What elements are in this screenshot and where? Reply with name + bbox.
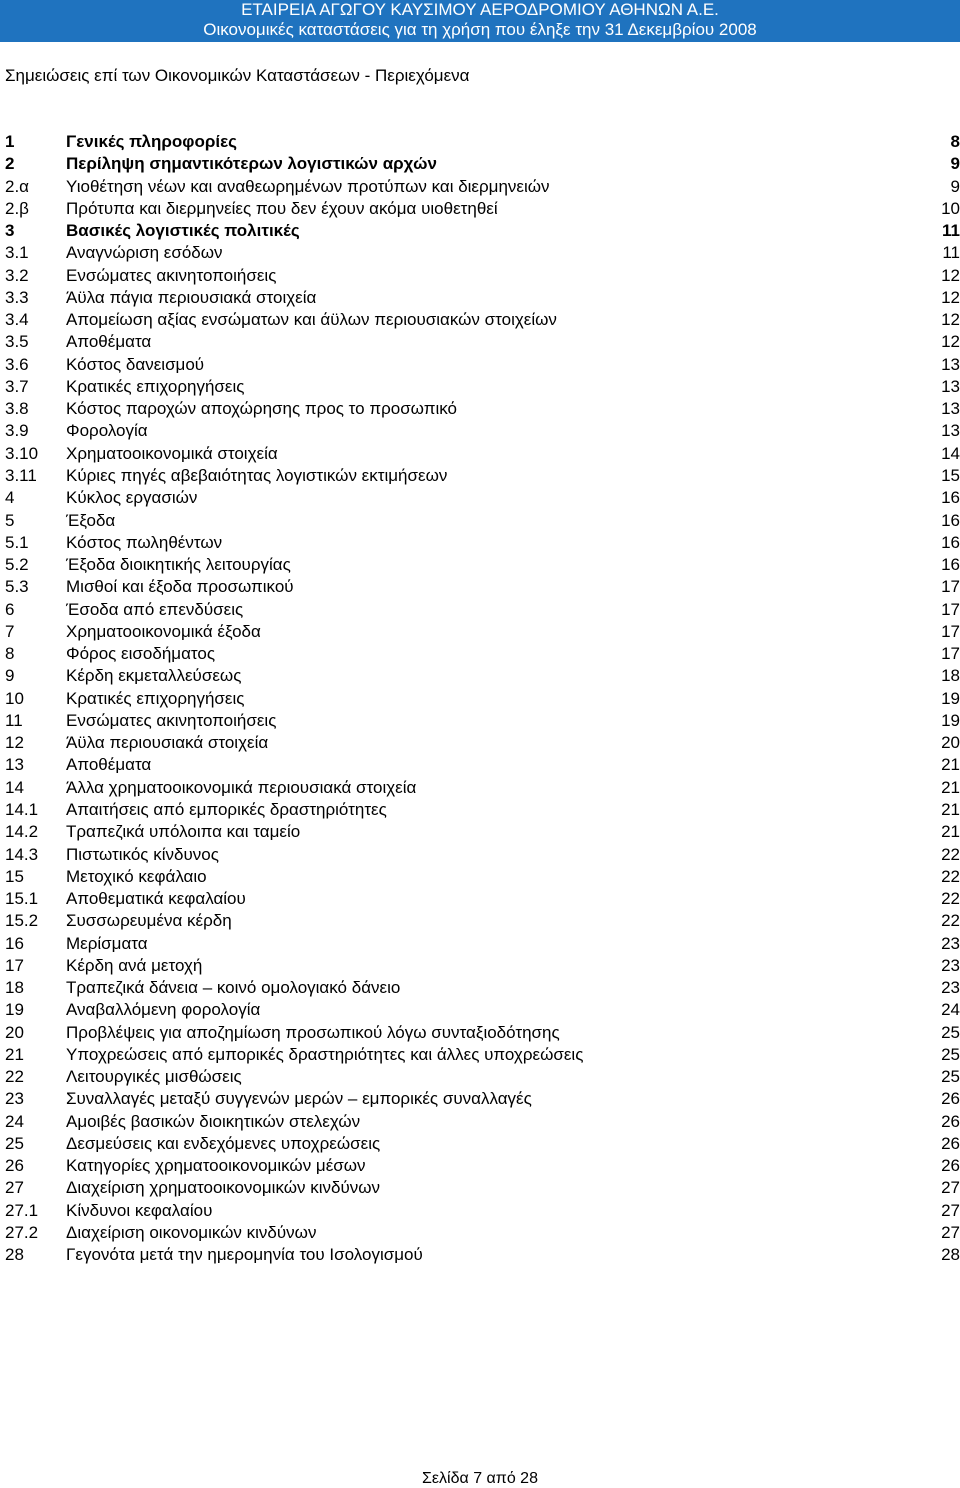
toc-number: 19 [5,1000,24,1020]
document-header [0,0,960,42]
toc-page-number: 22 [941,889,960,909]
toc-number: 3.5 [5,332,29,352]
toc-page-number: 20 [941,733,960,753]
toc-page-number: 18 [941,666,960,686]
toc-row[interactable] [0,955,960,977]
toc-row[interactable] [0,1133,960,1155]
toc-row[interactable] [0,888,960,910]
toc-title: Άϋλα περιουσιακά στοιχεία [66,733,269,753]
toc-page-number: 21 [941,755,960,775]
toc-number: 3.7 [5,376,29,396]
toc-number: 3.9 [5,421,29,441]
page-footer: Σελίδα 7 από 28 [422,1470,538,1487]
toc-number: 2.β [5,198,29,218]
toc-page-number: 26 [941,1156,960,1176]
toc-number: 26 [5,1156,24,1176]
toc-number: 3.1 [5,243,29,263]
toc-page-number: 9 [950,176,960,196]
toc-title: Κύριες πηγές αβεβαιότητας λογιστικών εκτιμήσεων [66,465,448,485]
toc-row[interactable] [0,1088,960,1110]
toc-number: 15 [5,866,24,886]
toc-number: 24 [5,1111,24,1131]
toc-title: Αποθέματα [66,755,152,775]
toc-page-number: 11 [942,243,960,263]
toc-title: Διαχείριση οικονομικών κινδύνων [66,1223,317,1243]
toc-title: Κρατικές επιχορηγήσεις [66,688,245,708]
toc-title: Λειτουργικές μισθώσεις [66,1067,242,1087]
toc-title: Κέρδη ανά μετοχή [66,955,203,975]
toc-page-number: 12 [941,332,960,352]
toc-title: Αναβαλλόμενη φορολογία [66,1000,261,1020]
toc-title: Αναγνώριση εσόδων [66,243,223,263]
toc-title: Διαχείριση χρηματοοικονομικών κινδύνων [66,1178,381,1198]
toc-number: 5 [5,510,15,530]
toc-row[interactable] [0,487,960,509]
toc-number: 3.6 [5,354,29,374]
toc-page-number: 19 [941,688,960,708]
toc-number: 3.11 [5,465,37,485]
toc-row[interactable] [0,554,960,576]
toc-page-number: 13 [941,354,960,374]
toc-title: Αποθεματικά κεφαλαίου [66,889,246,909]
toc-row[interactable] [0,176,960,198]
toc-title: Χρηματοοικονομικά στοιχεία [66,443,278,463]
toc-number: 1 [5,132,15,151]
toc-number: 18 [5,978,24,998]
toc-page-number: 8 [950,132,960,151]
toc-title: Βασικές λογιστικές πολιτικές [66,221,300,241]
toc-page-number: 16 [941,532,960,552]
toc-number: 16 [5,933,24,953]
toc-row[interactable] [0,777,960,799]
toc-row[interactable] [0,443,960,465]
toc-page-number: 27 [941,1223,960,1243]
toc-number: 14.3 [5,844,39,864]
statement-period: Οικονομικές καταστάσεις για τη χρήση που έληξε την 31 Δεκεμβρίου 2008 [203,20,757,39]
toc-number: 14.1 [5,799,39,819]
toc-page-number: 22 [941,911,960,931]
toc-page-number: 17 [941,621,960,641]
toc-row[interactable] [0,1244,960,1266]
toc-page-number: 15 [941,465,960,485]
toc-title: Έσοδα από επενδύσεις [66,599,244,619]
toc-title: Γενικές πληροφορίες [66,132,237,151]
toc-number: 2 [5,154,15,174]
toc-page-number: 14 [941,443,960,463]
toc-row[interactable] [0,933,960,955]
toc-title: Τραπεζικά υπόλοιπα και ταμείο [66,822,301,842]
toc-page-number: 28 [941,1245,960,1265]
toc-row[interactable] [0,131,960,153]
toc-page-number: 25 [941,1044,960,1064]
toc-row[interactable] [0,643,960,665]
toc-row[interactable] [0,1222,960,1244]
toc-number: 15.1 [5,889,39,909]
toc-page-number: 23 [941,978,960,998]
toc-number: 27 [5,1178,24,1198]
toc-title: Δεσμεύσεις και ενδεχόμενες υποχρεώσεις [66,1133,381,1153]
table-of-contents [0,131,960,1267]
toc-page-number: 27 [941,1200,960,1220]
toc-title: Κόστος πωληθέντων [66,532,223,552]
toc-title: Μισθοί και έξοδα προσωπικού [66,577,294,597]
toc-number: 15.2 [5,911,39,931]
toc-page-number: 13 [941,376,960,396]
toc-title: Απαιτήσεις από εμπορικές δραστηριότητες [66,799,387,819]
toc-page-number: 21 [941,822,960,842]
toc-number: 22 [5,1067,24,1087]
toc-page-number: 11 [942,221,960,241]
toc-title: Τραπεζικά δάνεια – κοινό ομολογιακό δάνειο [66,978,401,998]
toc-title: Φορολογία [66,421,148,441]
toc-title: Χρηματοοικονομικά έξοδα [66,621,261,641]
toc-row[interactable] [0,398,960,420]
toc-number: 5.3 [5,577,29,597]
toc-number: 17 [5,955,24,975]
company-name: ΕΤΑΙΡΕΙΑ ΑΓΩΓΟΥ ΚΑΥΣΙΜΟΥ ΑΕΡΟΔΡΟΜΙΟΥ ΑΘΗΝΩΝ Α.Ε. [241,0,719,19]
toc-page-number: 12 [941,287,960,307]
toc-row[interactable] [0,821,960,843]
section-title: Σημειώσεις επί των Οικονομικών Καταστάσεων - Περιεχόμενα [5,66,470,85]
toc-row[interactable] [0,153,960,175]
toc-row[interactable] [0,710,960,732]
toc-title: Περίληψη σημαντικότερων λογιστικών αρχών [66,154,437,174]
toc-title: Ενσώματες ακινητοποιήσεις [66,710,277,730]
toc-row[interactable] [0,510,960,532]
toc-number: 14 [5,777,24,797]
toc-page-number: 17 [941,644,960,664]
toc-title: Κόστος παροχών αποχώρησης προς το προσωπικό [66,399,457,419]
toc-number: 7 [5,621,15,641]
toc-number: 4 [5,488,15,508]
toc-title: Ενσώματες ακινητοποιήσεις [66,265,277,285]
toc-number: 12 [5,733,24,753]
toc-row[interactable] [0,331,960,353]
toc-number: 28 [5,1245,24,1265]
toc-row[interactable] [0,1111,960,1133]
toc-page-number: 22 [941,866,960,886]
toc-title: Πρότυπα και διερμηνείες που δεν έχουν ακόμα υιοθετηθεί [66,198,498,218]
toc-number: 21 [5,1044,24,1064]
toc-page-number: 13 [941,399,960,419]
toc-title: Συσσωρευμένα κέρδη [66,911,232,931]
toc-row[interactable] [0,242,960,264]
toc-title: Κόστος δανεισμού [66,354,205,374]
toc-title: Έξοδα διοικητικής λειτουργίας [66,555,291,575]
toc-number: 3.3 [5,287,29,307]
toc-title: Άλλα χρηματοοικονομικά περιουσιακά στοιχεία [66,777,417,797]
toc-row[interactable] [0,910,960,932]
toc-row[interactable] [0,220,960,242]
toc-row[interactable] [0,844,960,866]
toc-number: 11 [5,710,23,730]
toc-row[interactable] [0,265,960,287]
toc-number: 3 [5,221,15,241]
toc-title: Υιοθέτηση νέων και αναθεωρημένων προτύπων και διερμηνειών [66,176,550,196]
toc-row[interactable] [0,599,960,621]
toc-title: Μερίσματα [66,933,148,953]
toc-page-number: 10 [941,198,960,218]
toc-title: Κίνδυνοι κεφαλαίου [66,1200,213,1220]
toc-title: Κύκλος εργασιών [66,488,198,508]
toc-number: 25 [5,1133,24,1153]
toc-page-number: 25 [941,1022,960,1042]
toc-number: 5.2 [5,555,29,575]
toc-row[interactable] [0,532,960,554]
toc-row[interactable] [0,999,960,1021]
toc-title: Αποθέματα [66,332,152,352]
toc-number: 23 [5,1089,24,1109]
toc-row[interactable] [0,1044,960,1066]
toc-page-number: 16 [941,555,960,575]
toc-row[interactable] [0,665,960,687]
toc-row[interactable] [0,354,960,376]
toc-number: 13 [5,755,24,775]
toc-row[interactable] [0,420,960,442]
toc-title: Γεγονότα μετά την ημερομηνία του Ισολογισμού [66,1245,423,1265]
toc-page-number: 26 [941,1133,960,1153]
toc-number: 8 [5,644,15,664]
toc-title: Κέρδη εκμεταλλεύσεως [66,666,242,686]
toc-page-number: 27 [941,1178,960,1198]
toc-title: Απομείωση αξίας ενσώματων και άϋλων περιουσιακών στοιχείων [66,310,557,330]
toc-number: 6 [5,599,15,619]
toc-number: 3.8 [5,399,29,419]
toc-number: 3.2 [5,265,29,285]
toc-number: 14.2 [5,822,39,842]
toc-row[interactable] [0,576,960,598]
toc-page-number: 9 [950,154,960,174]
toc-title: Μετοχικό κεφάλαιο [66,866,207,886]
toc-title: Πιστωτικός κίνδυνος [66,844,219,864]
toc-row[interactable] [0,621,960,643]
toc-page-number: 17 [941,577,960,597]
toc-page-number: 26 [941,1111,960,1131]
toc-row[interactable] [0,866,960,888]
toc-row[interactable] [0,799,960,821]
toc-title: Κρατικές επιχορηγήσεις [66,376,245,396]
toc-row[interactable] [0,732,960,754]
toc-page-number: 22 [941,844,960,864]
toc-row[interactable] [0,977,960,999]
toc-page-number: 21 [941,777,960,797]
toc-title: Άϋλα πάγια περιουσιακά στοιχεία [66,287,317,307]
toc-number: 3.10 [5,443,39,463]
toc-title: Προβλέψεις για αποζημίωση προσωπικού λόγω συνταξιοδότησης [66,1022,560,1042]
toc-number: 5.1 [5,532,29,552]
toc-row[interactable] [0,376,960,398]
toc-page-number: 23 [941,955,960,975]
toc-title: Φόρος εισοδήματος [66,644,216,664]
toc-row[interactable] [0,287,960,309]
toc-row[interactable] [0,1177,960,1199]
toc-title: Υποχρεώσεις από εμπορικές δραστηριότητες και άλλες υποχρεώσεις [66,1044,584,1064]
toc-page-number: 19 [941,710,960,730]
toc-row[interactable] [0,465,960,487]
toc-number: 27.1 [5,1200,39,1220]
toc-page-number: 24 [941,1000,960,1020]
toc-number: 27.2 [5,1223,39,1243]
toc-number: 2.α [5,176,30,196]
toc-page-number: 25 [941,1067,960,1087]
toc-row[interactable] [0,198,960,220]
toc-page-number: 21 [941,799,960,819]
toc-title: Αμοιβές βασικών διοικητικών στελεχών [66,1111,361,1131]
toc-title: Συναλλαγές μεταξύ συγγενών μερών – εμπορικές συναλλαγές [66,1089,532,1109]
toc-page-number: 23 [941,933,960,953]
toc-page-number: 12 [941,310,960,330]
toc-page-number: 13 [941,421,960,441]
toc-page-number: 12 [941,265,960,285]
toc-title: Κατηγορίες χρηματοοικονομικών μέσων [66,1156,366,1176]
toc-page-number: 16 [941,510,960,530]
toc-number: 9 [5,666,15,686]
toc-number: 20 [5,1022,24,1042]
toc-row[interactable] [0,1066,960,1088]
toc-row[interactable] [0,1155,960,1177]
toc-row[interactable] [0,309,960,331]
toc-row[interactable] [0,1022,960,1044]
toc-number: 3.4 [5,310,29,330]
toc-row[interactable] [0,688,960,710]
toc-title: Έξοδα [66,510,116,530]
toc-page-number: 16 [941,488,960,508]
toc-row[interactable] [0,1200,960,1222]
toc-page-number: 26 [941,1089,960,1109]
toc-row[interactable] [0,754,960,776]
toc-page-number: 17 [941,599,960,619]
toc-number: 10 [5,688,24,708]
